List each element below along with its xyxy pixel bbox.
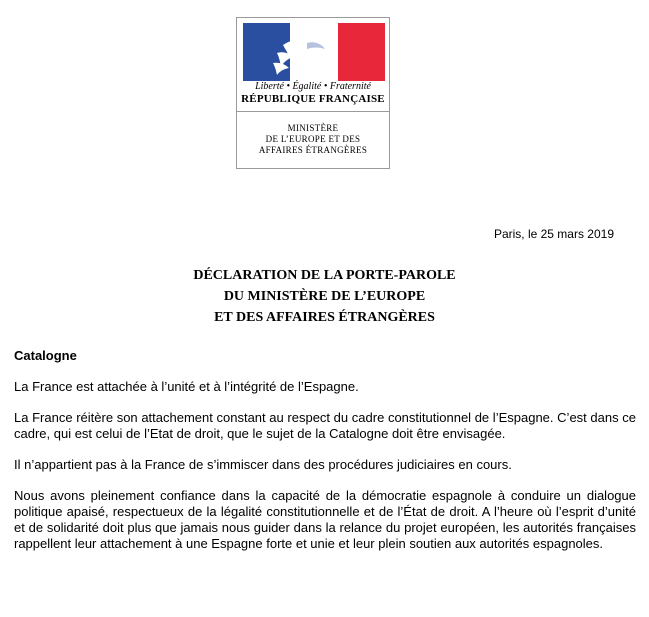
- ministry-line: AFFAIRES ÉTRANGÈRES: [258, 145, 368, 155]
- government-logo: [236, 17, 390, 169]
- document-date: Paris, le 25 mars 2019: [493, 227, 614, 241]
- body-paragraph: Nous avons pleinement confiance dans la capacité de la démocratie espagnole à conduire un dialogue politique apaisé, respectueux de la légalité constitutionnelle et de l’État de droit. A l’heure où l’esprit d’unité et de solidarité doit plus que jamais nous guider dans la relance du projet européen, les autorités françaises rappellent leur attachement à une Espagne forte et unie et leur plein soutien aux autorités espagnoles.: [14, 488, 636, 551]
- republic-name: RÉPUBLIQUE FRANÇAISE: [241, 93, 385, 105]
- ministry-line: MINISTÈRE: [287, 123, 339, 133]
- body-paragraph: Il n’appartient pas à la France de s’immiscer dans des procédures judiciaires en cours.: [14, 457, 512, 472]
- subject-heading: Catalogne: [14, 348, 77, 363]
- ministry-line: DE L’EUROPE ET DES: [265, 134, 361, 144]
- body-paragraph: La France réitère son attachement constant au respect du cadre constitutionnel de l’Espagne. C’est dans ce cadre, qui est celui de l’Etat de droit, que le sujet de la Catalogne doit être envisagée.: [14, 410, 636, 441]
- title-line: ET DES AFFAIRES ÉTRANGÈRES: [214, 310, 435, 325]
- flag-graphic: [243, 23, 385, 81]
- body-paragraph: La France est attachée à l’unité et à l’intégrité de l’Espagne.: [14, 379, 359, 394]
- ministry-name: [237, 123, 389, 156]
- document-body: [14, 348, 636, 567]
- marianne-flag-emblem: [243, 23, 385, 81]
- republic-motto: Liberté • Égalité • Fraternité: [255, 81, 371, 92]
- document-title: [0, 265, 649, 328]
- title-line: DU MINISTÈRE DE L’EUROPE: [223, 289, 426, 304]
- logo-upper-panel: [237, 18, 389, 112]
- title-line: DÉCLARATION DE LA PORTE-PAROLE: [193, 268, 456, 283]
